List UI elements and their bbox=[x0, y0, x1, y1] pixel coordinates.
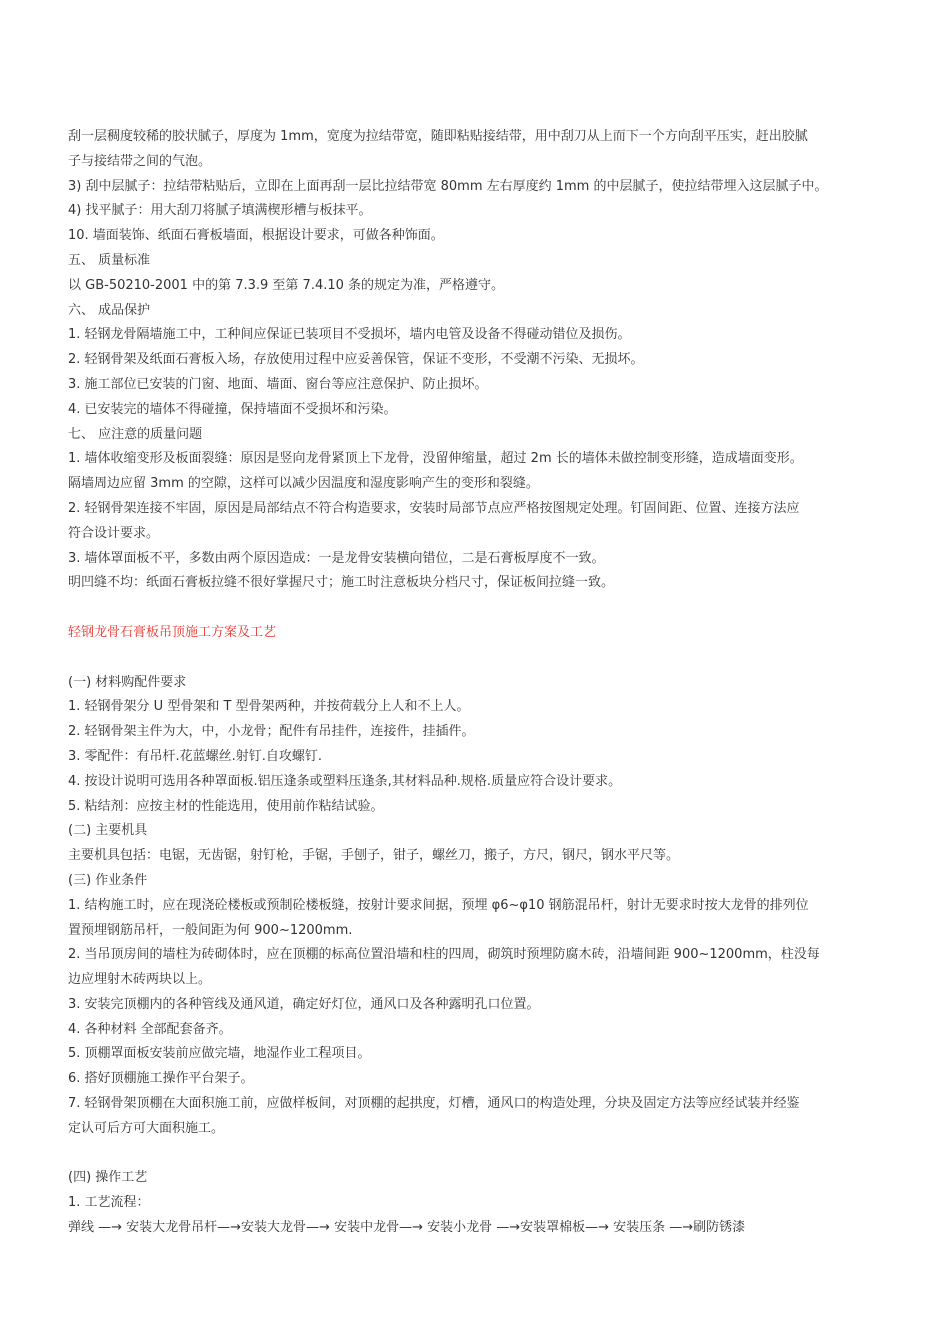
text-line: 边应埋射木砖两块以上。 bbox=[68, 972, 212, 988]
section-title: 轻钢龙骨石膏板吊顶施工方案及工艺 bbox=[68, 624, 277, 640]
text-line: 3. 施工部位已安装的门窗、地面、墙面、窗台等应注意保护、防止损坏。 bbox=[68, 376, 488, 392]
text-line: 4. 各种材料 全部配套备齐。 bbox=[68, 1021, 232, 1037]
list-item: 1. 轻钢骨架分 U 型骨架和 T 型骨架两种，并按荷载分上人和不上人。 bbox=[68, 699, 470, 715]
spacer bbox=[68, 646, 883, 671]
section-heading: 五、 质量标准 bbox=[68, 252, 151, 268]
text-line: 2. 轻钢骨架连接不牢固，原因是局部结点不符合构造要求，安装时局部节点应严格按图规定处理。钉固间距、位置、连接方法应 bbox=[68, 500, 800, 516]
process-flow: 弹线 —→ 安装大龙骨吊杆—→安装大龙骨—→ 安装中龙骨—→ 安装小龙骨 —→安装罩棉板—→ 安装压条 —→刷防锈漆 bbox=[68, 1220, 746, 1236]
spacer bbox=[68, 596, 883, 621]
text-line: 5. 顶棚罩面板安装前应做完墙，地湿作业工程项目。 bbox=[68, 1046, 371, 1062]
text-line: 6. 搭好顶棚施工操作平台架子。 bbox=[68, 1071, 254, 1087]
text-line: 以 GB-50210-2001 中的第 7.3.9 至第 7.4.10 条的规定为准，严格遵守。 bbox=[68, 277, 505, 293]
section-heading: (二) 主要机具 bbox=[68, 823, 148, 839]
section-partition-wall bbox=[68, 125, 883, 596]
section-ceiling-requirements bbox=[68, 671, 883, 1142]
list-item: 2. 轻钢骨架主件为大，中，小龙骨；配件有吊挂件，连接件，挂插件。 bbox=[68, 724, 475, 740]
text-line: 隔墙周边应留 3mm 的空隙，这样可以减少因温度和湿度影响产生的变形和裂缝。 bbox=[68, 476, 539, 492]
text-line: 2. 当吊顶房间的墙柱为砖砌体时，应在顶棚的标高位置沿墙和柱的四周，砌筑时预埋防腐木砖，沿墙间距 900~1200mm，柱没每 bbox=[68, 947, 820, 963]
text-line: 1. 结构施工时，应在现浇砼楼板或预制砼楼板缝，按射计要求间据，预埋 φ6~φ10 钢筋混吊杆，射计无要求时按大龙骨的排列位 bbox=[68, 897, 809, 913]
list-item: 4. 按设计说明可选用各种罩面板.铝压逢条或塑料压逢条,其材料品种.规格.质量应符合设计要求。 bbox=[68, 773, 622, 789]
text-line: 2. 轻钢骨架及纸面石膏板入场，存放使用过程中应妥善保管，保证不变形，不受潮不污染、无损坏。 bbox=[68, 352, 644, 368]
text-line: 置预埋钢筋吊杆，一般间距为何 900~1200mm. bbox=[68, 922, 353, 938]
text-line: 定认可后方可大面积施工。 bbox=[68, 1120, 225, 1136]
list-item: 1. 工艺流程： bbox=[68, 1195, 150, 1211]
text-line: 4) 找平腻子：用大刮刀将腻子填满楔形槽与板抹平。 bbox=[68, 203, 372, 219]
section-heading: (一) 材料购配件要求 bbox=[68, 674, 187, 690]
text-line: 10. 墙面装饰、纸面石膏板墙面，根据设计要求，可做各种饰面。 bbox=[68, 228, 444, 244]
section-heading: (三) 作业条件 bbox=[68, 872, 148, 888]
section-operation-process bbox=[68, 1166, 883, 1240]
text-line: 子与接结带之间的气泡。 bbox=[68, 153, 212, 169]
text-line: 4. 已安装完的墙体不得碰撞，保持墙面不受损坏和污染。 bbox=[68, 401, 397, 417]
document-page bbox=[68, 125, 883, 1241]
section-heading: 七、 应注意的质量问题 bbox=[68, 426, 203, 442]
list-item: 5. 粘结剂：应按主材的性能选用，使用前作粘结试验。 bbox=[68, 798, 384, 814]
text-line: 1. 墙体收缩变形及板面裂缝：原因是竖向龙骨紧顶上下龙骨，没留伸缩量，超过 2m 长的墙体未做控制变形缝，造成墙面变形。 bbox=[68, 451, 803, 467]
spacer bbox=[68, 1142, 883, 1167]
list-item: 3. 零配件：有吊杆.花蓝螺丝.射钉.自攻螺钉. bbox=[68, 748, 323, 764]
text-line: 3. 安装完顶棚内的各种管线及通风道，确定好灯位，通风口及各种露明孔口位置。 bbox=[68, 996, 540, 1012]
text-line: 3) 刮中层腻子：拉结带粘贴后，立即在上面再刮一层比拉结带宽 80mm 左右厚度约 1mm 的中层腻子，使拉结带埋入这层腻子中。 bbox=[68, 178, 828, 194]
text-line: 明凹缝不均：纸面石膏板拉缝不很好掌握尺寸；施工时注意板块分档尺寸，保证板间拉缝一致。 bbox=[68, 575, 615, 591]
text-line: 3. 墙体罩面板不平，多数由两个原因造成：一是龙骨安装横向错位，二是石膏板厚度不一致。 bbox=[68, 550, 605, 566]
text-line: 符合设计要求。 bbox=[68, 525, 160, 541]
text-line: 7. 轻钢骨架顶棚在大面积施工前，应做样板间，对顶棚的起拱度，灯槽，通风口的构造处理，分块及固定方法等应经试装并经鉴 bbox=[68, 1096, 800, 1112]
text-line: 刮一层稠度较稀的胶状腻子，厚度为 1mm，宽度为拉结带宽，随即粘贴接结带，用中刮刀从上而下一个方向刮平压实，赶出胶腻 bbox=[68, 129, 808, 144]
section-heading: (四) 操作工艺 bbox=[68, 1170, 148, 1186]
text-line: 1. 轻钢龙骨隔墙施工中，工种间应保证已装项目不受损坏，墙内电管及设备不得碰动错位及损伤。 bbox=[68, 327, 631, 343]
section-heading: 六、 成品保护 bbox=[68, 302, 151, 318]
text-line: 主要机具包括：电锯，无齿锯，射钉枪，手锯，手刨子，钳子，螺丝刀，搬子，方尺，钢尺，钢水平尺等。 bbox=[68, 848, 680, 864]
